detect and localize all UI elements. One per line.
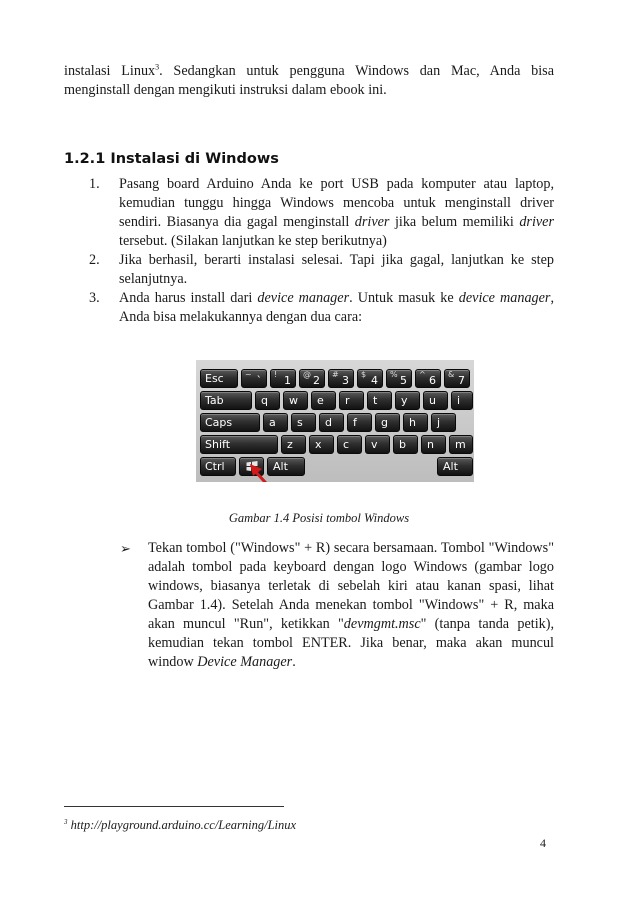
key-4: $ 4	[357, 369, 383, 388]
key-alt-right: Alt	[437, 457, 473, 476]
intro-text-end: . Sedangkan untuk pengguna Windows dan Mac, Anda bisa menginstall dengan mengikuti instruksi dalam ebook ini.	[64, 63, 554, 98]
key-e: e	[311, 391, 336, 410]
key-u: u	[423, 391, 448, 410]
bullet-emphasis: Device Manager	[197, 654, 293, 670]
key-y: y	[395, 391, 420, 410]
step-text: tersebut. (Silakan lanjutkan ke step berikutnya)	[119, 233, 387, 249]
key-shift: Shift	[200, 435, 278, 454]
intro-paragraph	[64, 62, 554, 100]
page-number: 4	[540, 836, 546, 850]
key-7: & 7	[444, 369, 470, 388]
footnote-reference[interactable]: 3	[155, 62, 160, 72]
step-number: 1.	[89, 176, 100, 192]
key-5: % 5	[386, 369, 412, 388]
key-n: n	[421, 435, 446, 454]
bullet-text-part: Tekan tombol ("Windows" + R) secara bersamaan. Tombol "Windows" adalah tombol pada keyboard dengan logo Windows (gambar logo windows, biasanya terletak di sebelah kiri atau kanan spasi, lihat Gambar 1.4). Setelah Anda menekan tombol "Windows" + R, maka akan muncul "Run", ketikkan "	[148, 540, 554, 632]
keyboard-figure	[196, 360, 474, 482]
step-text: Pasang board Arduino Anda ke port USB pada komputer atau laptop, kemudian tunggu hingga Windows mencoba untuk menginstall driver sendiri. Biasanya dia gagal menginstall	[119, 176, 554, 230]
step-number: 3.	[89, 290, 100, 306]
key-j: j	[431, 413, 456, 432]
step-text: Jika berhasil, berarti instalasi selesai. Tapi jika gagal, lanjutkan ke step selanjutnya.	[119, 252, 554, 287]
key-caps: Caps	[200, 413, 260, 432]
arrow-bullet-icon: ➢	[120, 541, 131, 556]
step-text: jika belum memiliki	[389, 214, 520, 230]
key-s: s	[291, 413, 316, 432]
step-item	[64, 251, 554, 289]
footnote	[64, 818, 296, 833]
footnote-link[interactable]: http://playground.arduino.cc/Learning/Linux	[70, 818, 297, 832]
bullet-text-part: " (tanpa tanda petik), kemudian tekan tombol ENTER. Jika benar, maka akan muncul window	[148, 616, 554, 670]
key-esc: Esc	[200, 369, 238, 388]
step-emphasis: device manager	[458, 290, 551, 306]
key-tilde: ~ `	[241, 369, 267, 388]
key-g: g	[375, 413, 400, 432]
section-heading: 1.2.1 Instalasi di Windows	[64, 151, 279, 167]
key-t: t	[367, 391, 392, 410]
bullet-emphasis: devmgmt.msc	[343, 616, 421, 632]
key-z: z	[281, 435, 306, 454]
bullet-text-part: .	[292, 654, 296, 670]
key-1: ! 1	[270, 369, 296, 388]
key-ctrl: Ctrl	[200, 457, 236, 476]
intro-text-start: instalasi Linux	[64, 63, 156, 79]
red-arrow-icon	[242, 464, 302, 482]
step-item	[64, 175, 554, 251]
key-v: v	[365, 435, 390, 454]
key-6: ^ 6	[415, 369, 441, 388]
key-r: r	[339, 391, 364, 410]
figure-caption: Gambar 1.4 Posisi tombol Windows	[228, 511, 410, 525]
key-x: x	[309, 435, 334, 454]
steps-list	[64, 175, 554, 327]
step-text: Anda harus install dari	[119, 290, 258, 306]
key-d: d	[319, 413, 344, 432]
key-3: # 3	[328, 369, 354, 388]
key-m: m	[449, 435, 473, 454]
key-2: @ 2	[299, 369, 325, 388]
key-h: h	[403, 413, 428, 432]
step-item	[64, 289, 554, 327]
step-text: . Untuk masuk ke	[349, 290, 459, 306]
key-c: c	[337, 435, 362, 454]
footnote-divider	[64, 806, 284, 807]
key-q: q	[255, 391, 280, 410]
key-i: i	[451, 391, 473, 410]
bullet-text	[124, 539, 554, 672]
key-f: f	[347, 413, 372, 432]
step-emphasis: device manager	[257, 290, 350, 306]
key-w: w	[283, 391, 308, 410]
key-a: a	[263, 413, 288, 432]
step-emphasis: driver	[354, 214, 390, 230]
step-emphasis: driver	[519, 214, 555, 230]
step-number: 2.	[89, 252, 100, 268]
step-text: , Anda bisa melakukannya dengan dua cara:	[119, 290, 555, 325]
key-tab: Tab	[200, 391, 252, 410]
key-alt-left: Alt	[267, 457, 305, 476]
footnote-number: 3	[64, 817, 68, 826]
bullet-item	[120, 539, 554, 672]
key-b: b	[393, 435, 418, 454]
